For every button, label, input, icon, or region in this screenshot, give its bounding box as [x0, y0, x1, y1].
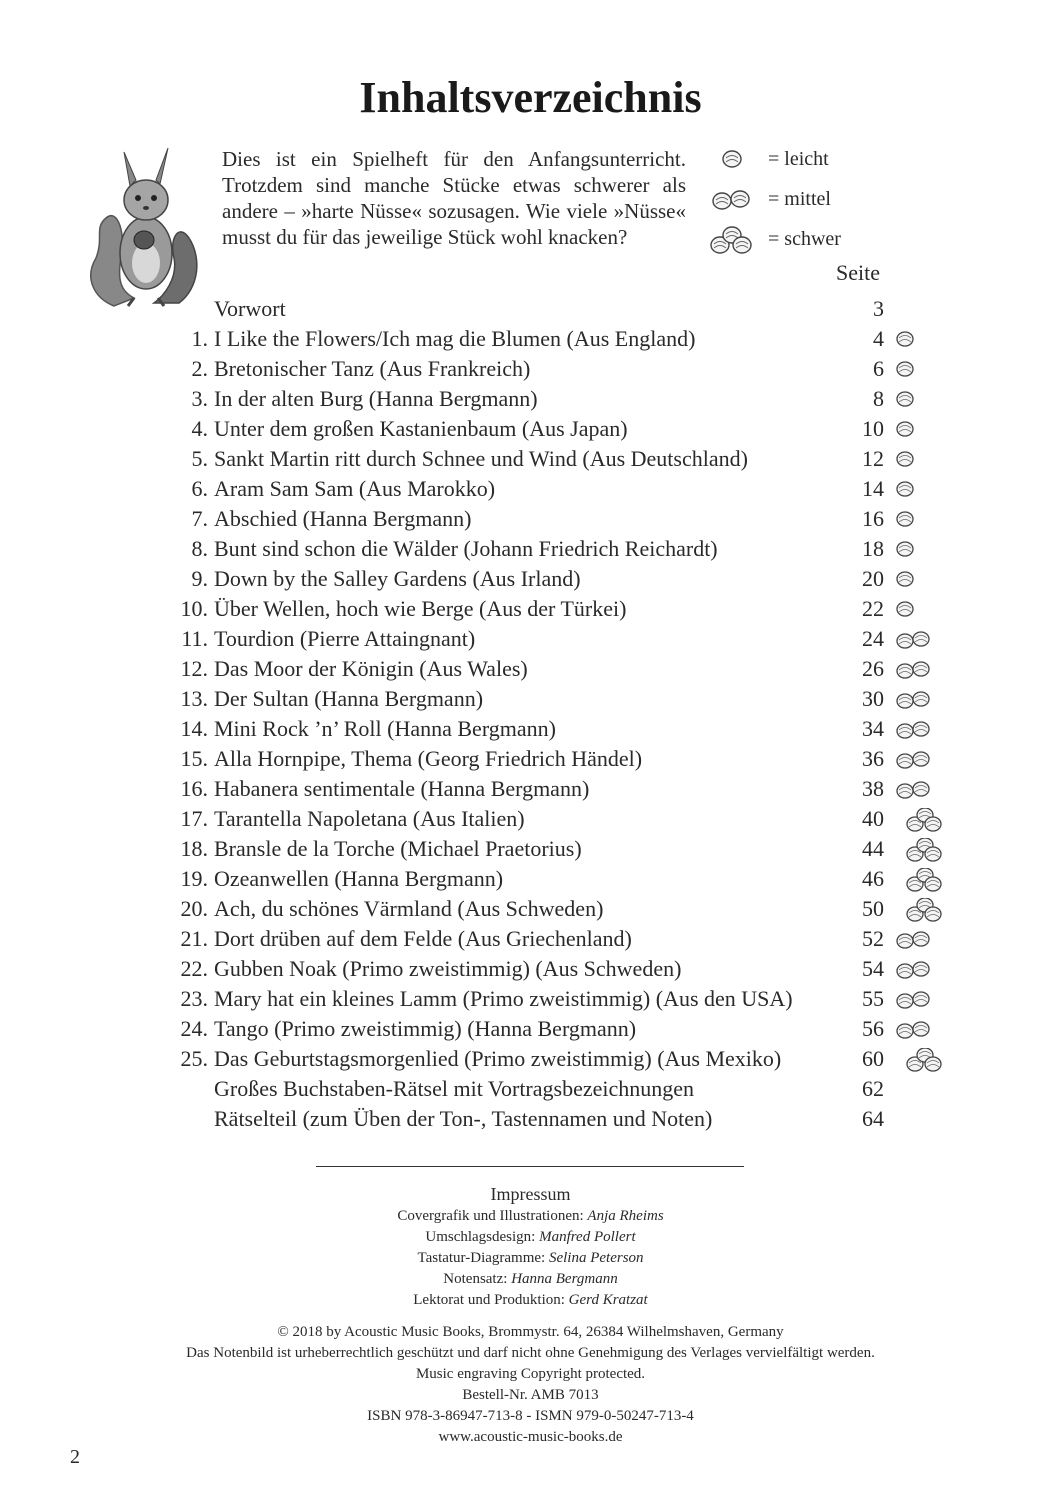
- toc-title: Das Geburtstagsmorgenlied (Primo zweistimmig) (Aus Mexiko): [214, 1046, 782, 1071]
- toc-page: 34: [862, 716, 884, 741]
- legal-line: www.acoustic-music-books.de: [438, 1429, 623, 1445]
- two-nuts-icon: [896, 718, 942, 742]
- toc-title: Alla Hornpipe, Thema (Georg Friedrich Händel): [214, 746, 643, 771]
- legal-line: Bestell-Nr. AMB 7013: [462, 1387, 599, 1403]
- two-nuts-icon: [896, 748, 942, 772]
- toc-number: 1.: [191, 326, 208, 351]
- toc-number: 16.: [180, 776, 208, 801]
- toc-entry: [150, 384, 950, 414]
- one-nut-icon: [896, 358, 942, 382]
- toc-page: 55: [862, 986, 884, 1011]
- toc-number: 22.: [180, 956, 208, 981]
- legend-label: = mittel: [768, 188, 831, 210]
- toc-number: 8.: [191, 536, 208, 561]
- credit-label: Tastatur-Diagramme:: [417, 1250, 546, 1266]
- toc-entry: [150, 834, 950, 864]
- toc-title: Vorwort: [214, 296, 286, 321]
- toc-number: 15.: [180, 746, 208, 771]
- credit-name: Anja Rheims: [587, 1208, 664, 1224]
- credit-label: Notensatz:: [443, 1271, 508, 1287]
- toc-number: 5.: [191, 446, 208, 471]
- toc-page: 36: [862, 746, 884, 771]
- toc-title: Bunt sind schon die Wälder (Johann Friedrich Reichardt): [214, 536, 718, 561]
- toc-page: 44: [862, 836, 884, 861]
- toc-number: 17.: [180, 806, 208, 831]
- two-nuts-icon: [896, 658, 942, 682]
- toc-entry: [150, 504, 950, 534]
- toc-page: 8: [873, 386, 884, 411]
- legal-line: ISBN 978-3-86947-713-8 - ISMN 979-0-50247-713-4: [367, 1408, 694, 1424]
- toc-page: 22: [862, 596, 884, 621]
- toc-title: Bretonischer Tanz (Aus Frankreich): [214, 356, 531, 381]
- credit-name: Selina Peterson: [548, 1250, 644, 1266]
- squirrel-illustration: [84, 138, 204, 308]
- toc-page: 14: [862, 476, 884, 501]
- credit-label: Lektorat und Produktion:: [413, 1292, 565, 1308]
- toc-number: 19.: [180, 866, 208, 891]
- toc-number: 2.: [191, 356, 208, 381]
- divider: [316, 1166, 744, 1167]
- toc-entry: [150, 744, 950, 774]
- two-nuts-icon: [896, 778, 942, 802]
- two-nuts-icon: [896, 958, 942, 982]
- toc-title: I Like the Flowers/Ich mag die Blumen (Aus England): [214, 326, 696, 351]
- page-number: 2: [70, 1446, 80, 1468]
- toc-entry: [150, 894, 950, 924]
- one-nut-icon: [896, 568, 942, 592]
- toc-page: 24: [862, 626, 884, 651]
- one-nut-icon: [896, 418, 942, 442]
- toc-title: Ach, du schönes Värmland (Aus Schweden): [214, 896, 604, 921]
- legend-label: = schwer: [768, 228, 841, 250]
- toc-title: Der Sultan (Hanna Bergmann): [214, 686, 484, 711]
- toc-title: Rätselteil (zum Üben der Ton-, Tastennamen und Noten): [214, 1106, 713, 1131]
- toc-number: 12.: [180, 656, 208, 681]
- toc-page: 3: [873, 296, 884, 321]
- toc-page: 6: [873, 356, 884, 381]
- toc-number: 7.: [191, 506, 208, 531]
- toc-entry: [150, 684, 950, 714]
- toc-entry: [150, 624, 950, 654]
- toc-title: Dort drüben auf dem Felde (Aus Griechenland): [214, 926, 632, 951]
- toc-entry: [150, 954, 950, 984]
- toc-page: 38: [862, 776, 884, 801]
- credit-name: Gerd Kratzat: [568, 1292, 648, 1308]
- toc-entry: [150, 1044, 950, 1074]
- toc-number: 4.: [191, 416, 208, 441]
- toc-title: Tourdion (Pierre Attaingnant): [214, 626, 476, 651]
- three-nuts-icon: [708, 226, 758, 256]
- legal-line: © 2018 by Acoustic Music Books, Brommystr. 64, 26384 Wilhelmshaven, Germany: [277, 1324, 784, 1340]
- two-nuts-icon: [896, 928, 942, 952]
- credit-label: Umschlagsdesign:: [425, 1229, 536, 1245]
- toc-page: 62: [862, 1076, 884, 1101]
- credit-line: [0, 1269, 1061, 1290]
- toc-page: 16: [862, 506, 884, 531]
- toc-page: 26: [862, 656, 884, 681]
- two-nuts-icon: [896, 1018, 942, 1042]
- toc-page: 40: [862, 806, 884, 831]
- toc-entry: [150, 864, 950, 894]
- toc-number: 25.: [180, 1046, 208, 1071]
- legal-notice: [0, 1322, 1061, 1448]
- credit-name: Manfred Pollert: [539, 1229, 636, 1245]
- two-nuts-icon: [896, 628, 942, 652]
- toc-entry: [150, 654, 950, 684]
- toc-number: 23.: [180, 986, 208, 1011]
- impressum-title: Impressum: [490, 1184, 571, 1204]
- legend-label: = leicht: [768, 148, 829, 170]
- toc-title: Das Moor der Königin (Aus Wales): [214, 656, 528, 681]
- toc-entry: [150, 534, 950, 564]
- toc-entry: [150, 594, 950, 624]
- three-nuts-icon: [896, 1048, 942, 1072]
- one-nut-icon: [896, 328, 942, 352]
- page-title: Inhaltsverzeichnis: [359, 73, 702, 122]
- credit-line: [0, 1248, 1061, 1269]
- legal-line: Music engraving Copyright protected.: [415, 1366, 646, 1382]
- toc-entry: [150, 564, 950, 594]
- toc-number: 20.: [180, 896, 208, 921]
- toc-number: 3.: [191, 386, 208, 411]
- toc-page: 10: [862, 416, 884, 441]
- toc-title: Habanera sentimentale (Hanna Bergmann): [214, 776, 590, 801]
- toc-title: Abschied (Hanna Bergmann): [214, 506, 472, 531]
- toc-entry: [150, 1014, 950, 1044]
- toc-title: Tarantella Napoletana (Aus Italien): [214, 806, 525, 831]
- one-nut-icon: [896, 598, 942, 622]
- toc-page: 4: [873, 326, 884, 351]
- toc-title: Über Wellen, hoch wie Berge (Aus der Türkei): [214, 596, 627, 621]
- toc-title: In der alten Burg (Hanna Bergmann): [214, 386, 538, 411]
- credit-line: [0, 1290, 1061, 1311]
- one-nut-icon: [896, 388, 942, 412]
- toc-entry: [150, 714, 950, 744]
- intro-text: Dies ist ein Spielheft für den Anfangsunterricht. Trotzdem sind manche Stücke etwas schwerer als andere – »harte Nüsse« sozusagen. Wie viele »Nüsse« musst du für das jeweilige Stück wohl knacken?: [222, 147, 686, 249]
- credit-line: [0, 1227, 1061, 1248]
- impressum: [0, 1182, 1061, 1311]
- three-nuts-icon: [896, 898, 942, 922]
- toc-entry: [150, 354, 950, 384]
- toc-entry: [150, 1074, 950, 1104]
- toc-entry: [150, 294, 950, 324]
- credit-label: Covergrafik und Illustrationen:: [397, 1208, 584, 1224]
- one-nut-icon: [708, 146, 758, 172]
- toc-number: 13.: [180, 686, 208, 711]
- toc-page: 60: [862, 1046, 884, 1071]
- toc-page: 18: [862, 536, 884, 561]
- toc-entry: [150, 324, 950, 354]
- toc-page: 54: [862, 956, 884, 981]
- toc-page: 46: [862, 866, 884, 891]
- toc-title: Tango (Primo zweistimmig) (Hanna Bergmann): [214, 1016, 637, 1041]
- legal-line: Das Notenbild ist urheberrechtlich geschützt und darf nicht ohne Genehmigung des Verlages vervielfältigt werden.: [186, 1345, 875, 1361]
- toc-number: 18.: [180, 836, 208, 861]
- toc-number: 11.: [181, 626, 208, 651]
- three-nuts-icon: [896, 808, 942, 832]
- toc-title: Aram Sam Sam (Aus Marokko): [214, 476, 496, 501]
- toc-entry: [150, 414, 950, 444]
- toc-page: 56: [862, 1016, 884, 1041]
- one-nut-icon: [896, 448, 942, 472]
- toc-page: 12: [862, 446, 884, 471]
- toc-title: Ozeanwellen (Hanna Bergmann): [214, 866, 504, 891]
- credit-name: Hanna Bergmann: [511, 1271, 618, 1287]
- toc-number: 9.: [191, 566, 208, 591]
- toc-page: 20: [862, 566, 884, 591]
- toc-number: 6.: [191, 476, 208, 501]
- toc-title: Bransle de la Torche (Michael Praetorius): [214, 836, 582, 861]
- toc-entry: [150, 444, 950, 474]
- toc-number: 10.: [180, 596, 208, 621]
- table-of-contents: [150, 294, 950, 1134]
- toc-entry: [150, 984, 950, 1014]
- toc-page: 50: [862, 896, 884, 921]
- one-nut-icon: [896, 538, 942, 562]
- page-column-header: Seite: [836, 260, 880, 285]
- toc-title: Gubben Noak (Primo zweistimmig) (Aus Schweden): [214, 956, 682, 981]
- toc-page: 30: [862, 686, 884, 711]
- toc-entry: [150, 804, 950, 834]
- toc-page: 64: [862, 1106, 884, 1131]
- credit-line: [0, 1206, 1061, 1227]
- toc-title: Mini Rock ’n’ Roll (Hanna Bergmann): [214, 716, 556, 741]
- toc-title: Mary hat ein kleines Lamm (Primo zweistimmig) (Aus den USA): [214, 986, 793, 1011]
- toc-entry: [150, 1104, 950, 1134]
- three-nuts-icon: [896, 868, 942, 892]
- toc-title: Sankt Martin ritt durch Schnee und Wind (Aus Deutschland): [214, 446, 748, 471]
- two-nuts-icon: [896, 988, 942, 1012]
- two-nuts-icon: [896, 688, 942, 712]
- toc-number: 14.: [180, 716, 208, 741]
- three-nuts-icon: [896, 838, 942, 862]
- toc-title: Down by the Salley Gardens (Aus Irland): [214, 566, 581, 591]
- toc-page: 52: [862, 926, 884, 951]
- toc-entry: [150, 774, 950, 804]
- toc-entry: [150, 924, 950, 954]
- toc-title: Großes Buchstaben-Rätsel mit Vortragsbezeichnungen: [214, 1076, 695, 1101]
- toc-number: 24.: [180, 1016, 208, 1041]
- toc-title: Unter dem großen Kastanienbaum (Aus Japan): [214, 416, 628, 441]
- one-nut-icon: [896, 478, 942, 502]
- toc-number: 21.: [180, 926, 208, 951]
- two-nuts-icon: [708, 186, 758, 212]
- toc-entry: [150, 474, 950, 504]
- one-nut-icon: [896, 508, 942, 532]
